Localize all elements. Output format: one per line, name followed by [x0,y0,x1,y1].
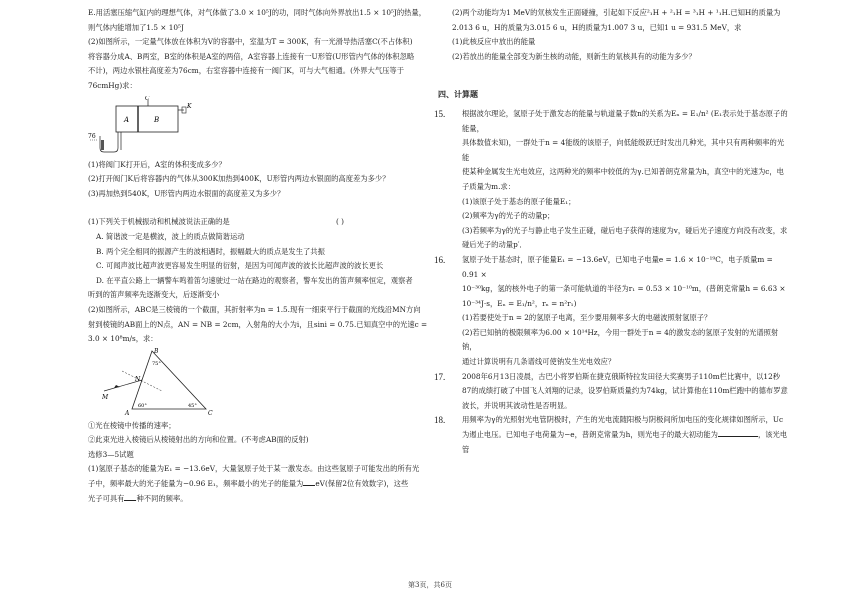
text-line: 3.0 × 10⁸m/s，求： [88,334,158,344]
answer-blank[interactable] [303,477,315,486]
text-segment: eV(保留2位有效数字)，这些 [315,479,409,489]
page-footer: 第3页，共6页 [408,581,452,589]
text-line: (2)若已知钠的极限频率为6.00 × 10¹⁴Hz，今用一群处于n = 4的激发态的氢原子发射的光谱照射钠， [462,327,779,352]
text-line: 氢原子处于基态时，原子能量E₁ = −13.6eV，已知电子电量e = 1.6 × 10⁻¹⁹C，电子质量m = 0.91 × [462,254,773,279]
text-line: (1)将阀门K打开后，A室的体积变成多少？ [88,159,226,169]
text-line: 射到棱镜的AB面上的N点，AN = NB = 2cm，入射角的大小为i，且sini = 0.75.已知真空中的光速c = [88,319,428,329]
left-column [88,6,432,506]
text-line: (3)若频率为γ的光子与静止电子发生正碰，碰后电子获得的速度为v，碰后光子速度方向没有改变，求 [462,225,788,235]
question-15 [434,107,788,253]
text-line: 则气体内能增加了1.5 × 10⁵J [88,22,184,32]
question-number: 18. [434,415,446,426]
fig-label: 76 [88,132,96,140]
question-line [88,215,432,230]
fig-label: C [145,95,150,102]
text-line: 碰后光子的动量p′． [462,240,527,250]
text-line: 2.013 6 u，H的质量为3.015 6 u，H的质量为1.007 3 u，已知1 u = 931.5 MeV，求 [452,22,742,32]
text-line: 通过计算说明有几条谱线可使钠发生光电效应？ [462,357,616,367]
container-figure [88,96,208,154]
fig-label: A [124,115,130,124]
text-line: (2)若放出的能量全部变为新生核的动能，则新生的氚核具有的动能为多少？ [452,51,696,61]
fig-label: K [187,102,192,110]
text-line: (1)若要使处于n = 2的氢原子电离，至少要用频率多大的电磁波照射氢原子？ [462,313,712,323]
text-line: 用频率为γ的光照射光电管阴极时，产生的光电流随阳极与阴极间所加电压的变化规律如图所示，Uc [462,415,784,425]
question-17 [434,370,788,414]
elective-heading: 选修3—5试题 [88,449,134,459]
text-segment: 为遏止电压。已知电子电荷量为−e，普朗克常量为h，则光电子的最大初动能为 [462,430,718,440]
text-line [88,492,432,507]
section-title: 四、计算题 [438,90,478,100]
question-number: 17. [434,371,446,382]
text-line: 子质量为m.求： [462,181,516,191]
text-line: 2008年6月13日凌晨，古巴小将罗伯斯在捷克俄斯特拉发田径大奖赛男子110m栏比赛中，以12秒 [462,371,781,381]
text-line: (1)该原子处于基态的原子能量E₁； [462,196,576,206]
question-18 [434,413,788,457]
text-segment: 种不同的频率。 [136,493,188,503]
text-line: (1)氢原子基态的能量为E₁ = −13.6eV，大量氢原子处于某一激发态。由这些氢原子可能发出的所有光 [88,464,420,474]
text-line [88,477,432,492]
text-line: 具体数值未知)，一群处于n = 4能级的该原子，向低能级跃迁时发出几种光，其中只有两种频率的光能 [462,138,785,162]
text-segment: 子中，频率最大的光子能量为−0.96 E₁，频率最小的光子的能量为 [88,479,304,489]
text-line: 根据波尔理论，氢原子处于激发态的能量与轨道量子数n的关系为Eₙ = E₁/n² (E₁表示处于基态原子的能量， [462,108,788,133]
option-line: B. 两个完全相同的振源产生的波相遇时，振幅最大的质点是发生了共振 [96,246,325,256]
text-line: (2)如图所示，一定量气体放在体积为V的容器中，室温为T = 300K，有一光滑导热活塞C(不占体积) [88,37,413,47]
answer-paren: ( ) [336,217,345,227]
text-line: (2)两个动能均为1 MeV的氘核发生正面碰撞，引起如下反应²₁H + ²₁H = ³₁H + ¹₁H.已知H的质量为 [452,8,781,17]
fig-label: N [135,375,141,383]
right-column [434,6,788,457]
text-line: (1)此核反应中放出的能量 [452,37,536,47]
text-line: 听到的笛声频率先逐渐变大，后逐渐变小 [88,290,220,300]
question-number: 15. [434,108,446,119]
text-segment: 光子可具有 [88,493,125,503]
angle-label: 45° [188,402,197,409]
text-line [462,428,788,457]
option-line: D. 在平直公路上一辆警车鸣着笛匀速驶过一站在路边的观察者，警车发出的笛声频率恒定，观察者 [96,275,413,285]
fig-label: M [102,393,109,401]
text-line: 87的成绩打破了中国飞人刘翔的记录，设罗伯斯质量约为74kg，试计算他在110m栏跑中的德布罗意 [462,386,788,396]
text-line: 使某种金属发生光电效应，这两种光的频率中较低的为γ.已知普朗克常量为h，真空中的光速为c，电 [462,167,784,177]
fig-label: B [154,115,160,124]
text-line: 波长，并说明其波动性是否明显。 [462,400,572,410]
fig-label: B [154,347,159,355]
text-line: E.用活塞压缩气缸内的理想气体，对气体做了3.0 × 10⁵J的功，同时气体向外界放出1.5 × 10⁵J的热量， [88,8,427,17]
text-line: (3)再加热到540K，U形管内两边水银面的高度差又为多少？ [88,188,285,198]
option-line: C. 可闻声波比超声波更容易发生明显的衍射，是因为可闻声波的波长比超声波的波长更长 [96,261,384,271]
text-segment: ，该光电管 [462,430,788,454]
question-text: (1)下列关于机械振动和机械波说法正确的是 [88,217,230,227]
angle-label: 60° [138,402,147,409]
text-line: ②此束光进入棱镜后从棱镜射出的方向和位置。(不考虑AB面的反射) [88,435,309,445]
prism-figure [102,347,222,417]
text-line: ①光在棱镜中传播的速率； [88,420,176,430]
fig-label: A [125,409,130,417]
text-line: 将容器分成A、B两室，B室的体积是A室的两倍，A室容器上连接有一U形管(U形管内气体的体积忽略 [88,51,415,61]
answer-blank[interactable] [718,428,758,437]
question-16 [434,253,788,370]
text-line: 76cmHg)求： [88,80,137,90]
question-number: 16. [434,254,446,265]
angle-label: 75° [152,360,161,367]
text-line: (2)如图所示，ABC是三棱镜的一个截面，其折射率为n = 1.5.现有一细束平行于截面的光线沿MN方向 [88,304,421,314]
text-line: (2)打开阀门K后将容器内的气体从300K加热到400K，U形管内两边水银面的高度差为多少？ [88,174,390,184]
answer-blank[interactable] [124,492,136,501]
option-line: A. 简谐波一定是横波，波上的质点做简谐运动 [96,231,245,241]
text-line: (2)频率为γ的光子的动量p； [462,211,555,221]
text-line: 不计)，两边水银柱高度差为76cm，右室容器中连接有一阀门K，可与大气相通。(外界大气压等于 [88,66,405,76]
text-line: 10⁻³⁴J·s，Eₙ = E₁/n²，rₙ = n²r₁) [462,298,577,308]
fig-label: C [208,409,213,417]
text-line: 10⁻³⁰kg，氢的核外电子的第一条可能轨道的半径为r₁ = 0.53 × 10⁻¹⁰m，(普朗克常量h = 6.63 × [462,284,786,294]
